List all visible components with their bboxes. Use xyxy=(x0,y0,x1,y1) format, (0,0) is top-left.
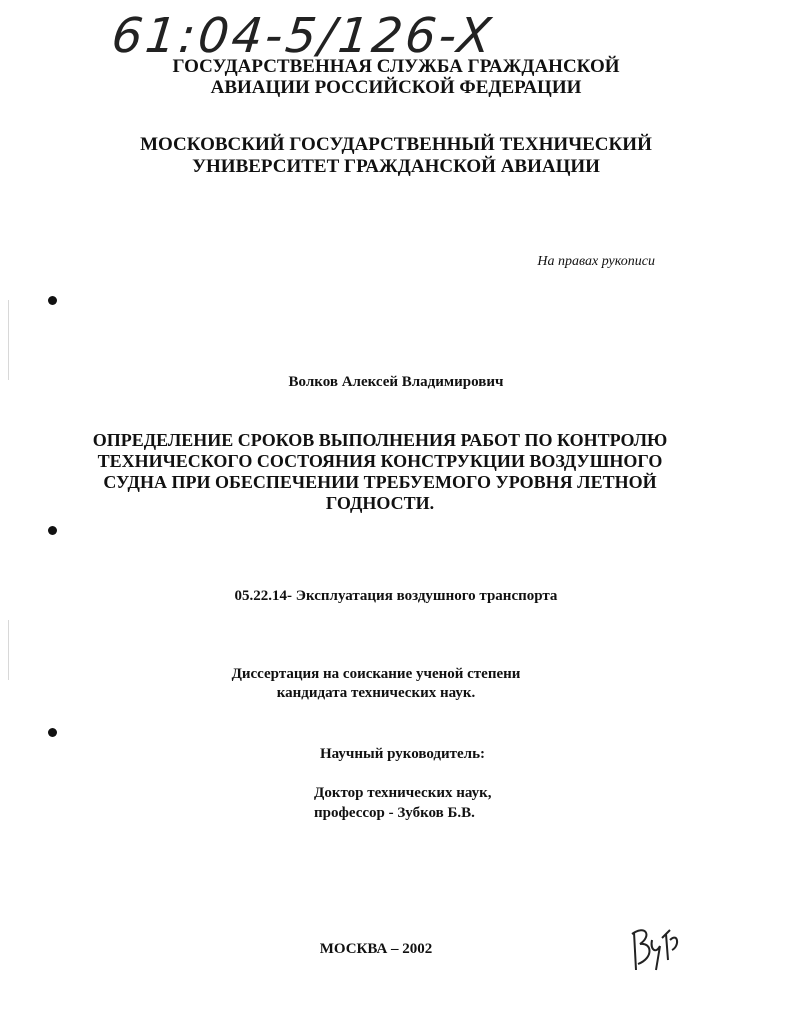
bullet-dot xyxy=(48,296,57,305)
bullet-dot xyxy=(48,728,57,737)
degree-statement xyxy=(0,665,772,703)
title-line-4: ГОДНОСТИ. xyxy=(325,493,435,513)
degree-line-1: Диссертация на соискание ученой степени xyxy=(231,666,521,682)
agency-line-1: ГОСУДАРСТВЕННАЯ СЛУЖБА ГРАЖДАНСКОЙ xyxy=(172,56,620,77)
author-name: Волков Алексей Владимирович xyxy=(288,374,504,390)
city-year: МОСКВА – 2002 xyxy=(319,941,433,957)
specialty-code: 05.22.14- Эксплуатация воздушного транспорта xyxy=(234,588,558,604)
supervisor-label: Научный руководитель: xyxy=(320,746,485,762)
title-line-1: ОПРЕДЕЛЕНИЕ СРОКОВ ВЫПОЛНЕНИЯ РАБОТ ПО КОНТРОЛЮ xyxy=(92,430,668,450)
supervisor-details xyxy=(314,783,492,823)
degree-line-2: кандидата технических наук. xyxy=(276,685,476,701)
handwritten-signature xyxy=(626,920,686,980)
university-line-2: УНИВЕРСИТЕТ ГРАЖДАНСКОЙ АВИАЦИИ xyxy=(192,156,600,177)
handwritten-archive-code: 61:04-5/126-X xyxy=(109,8,497,64)
manuscript-note: На правах рукописи xyxy=(537,254,655,269)
supervisor-line-2: профессор - Зубков Б.В. xyxy=(314,805,475,821)
bullet-dot xyxy=(48,526,57,535)
supervisor-line-1: Доктор технических наук, xyxy=(314,785,492,801)
title-line-3: СУДНА ПРИ ОБЕСПЕЧЕНИИ ТРЕБУЕМОГО УРОВНЯ ЛЕТНОЙ xyxy=(103,472,657,492)
scan-margin-mark xyxy=(8,300,9,380)
university-heading xyxy=(0,134,792,178)
title-line-2: ТЕХНИЧЕСКОГО СОСТОЯНИЯ КОНСТРУКЦИИ ВОЗДУШНОГО xyxy=(97,451,663,471)
agency-heading xyxy=(0,56,792,98)
agency-line-2: АВИАЦИИ РОССИЙСКОЙ ФЕДЕРАЦИИ xyxy=(210,77,582,98)
university-line-1: МОСКОВСКИЙ ГОСУДАРСТВЕННЫЙ ТЕХНИЧЕСКИЙ xyxy=(140,134,652,155)
dissertation-title xyxy=(80,430,680,514)
